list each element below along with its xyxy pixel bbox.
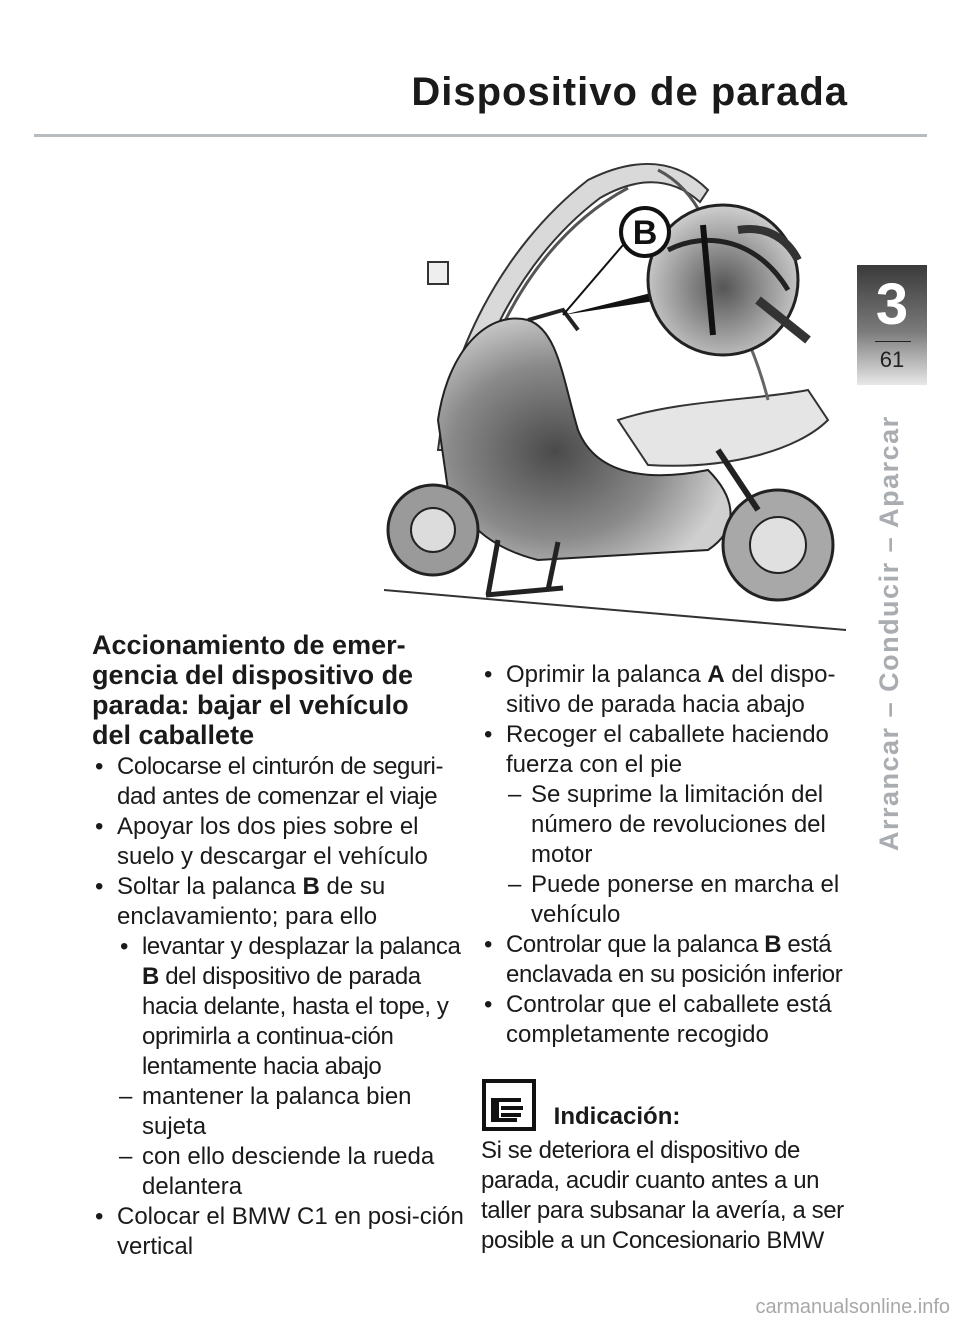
callout-b-label: B bbox=[632, 214, 658, 252]
page-title: Dispositivo de parada bbox=[411, 70, 848, 114]
list-item: • Controlar que el caballete está completamente recogido bbox=[481, 990, 856, 1050]
note-block bbox=[481, 1078, 856, 1256]
list-item: • Soltar la palanca B de su enclavamiento; para ello • levantar y desplazar la palanca B del dispositivo de parada hacia delante, hasta el tope, y oprimirla a continua-ción lentamente hacia abajo – mantener la palanca bien sujeta – con ello desciende la rueda delantera bbox=[92, 872, 467, 1202]
dash-list bbox=[117, 1082, 467, 1202]
list-item: • Recoger el caballete haciendo fuerza con el pie – Se suprime la limitación del número de revoluciones del motor – Puede ponerse en marcha el vehículo bbox=[481, 720, 856, 930]
chapter-side-label: Arrancar – Conducir – Aparcar bbox=[874, 415, 904, 851]
list-item: • Oprimir la palanca A del dispo-sitivo de parada hacia abajo bbox=[481, 660, 856, 720]
note-title: Indicación: bbox=[553, 1103, 681, 1130]
chapter-number: 3 bbox=[875, 272, 909, 337]
chapter-separator bbox=[875, 341, 911, 342]
procedure-list-continued bbox=[481, 660, 856, 1050]
page-number: 61 bbox=[879, 347, 905, 372]
list-item: • Colocar el BMW C1 en posi-ción vertical bbox=[92, 1202, 467, 1262]
dash-list bbox=[506, 780, 856, 930]
scooter-illustration bbox=[378, 150, 858, 635]
dash-list-item: – mantener la palanca bien sujeta bbox=[117, 1082, 467, 1142]
note-hand-icon bbox=[481, 1078, 537, 1132]
sub-list-item: • levantar y desplazar la palanca B del dispositivo de parada hacia delante, hasta el tope, y oprimirla a continua-ción lentamente hacia abajo bbox=[117, 932, 467, 1082]
list-item: • Controlar que la palanca B está enclavada en su posición inferior bbox=[481, 930, 856, 990]
dash-list-item: – con ello desciende la rueda delantera bbox=[117, 1142, 467, 1202]
list-item: • Apoyar los dos pies sobre el suelo y descargar el vehículo bbox=[92, 812, 467, 872]
procedure-list bbox=[92, 752, 467, 1262]
left-column bbox=[92, 630, 467, 1262]
sub-list bbox=[117, 932, 467, 1082]
section-heading: Accionamiento de emer- gencia del dispositivo de parada: bajar el vehículo del caballete bbox=[92, 630, 414, 750]
list-item: • Colocarse el cinturón de seguri-dad antes de comenzar el viaje bbox=[92, 752, 467, 812]
right-column bbox=[481, 660, 856, 1256]
note-text: Si se deteriora el dispositivo de parada, acudir cuanto antes a un taller para subsanar la avería, a ser posible a un Concesionario BMW bbox=[481, 1137, 844, 1254]
chapter-tab bbox=[857, 265, 927, 385]
dash-list-item: – Puede ponerse en marcha el vehículo bbox=[506, 870, 856, 930]
title-divider bbox=[34, 134, 927, 137]
watermark: carmanualsonline.info bbox=[755, 1296, 950, 1318]
dash-list-item: – Se suprime la limitación del número de revoluciones del motor bbox=[506, 780, 856, 870]
